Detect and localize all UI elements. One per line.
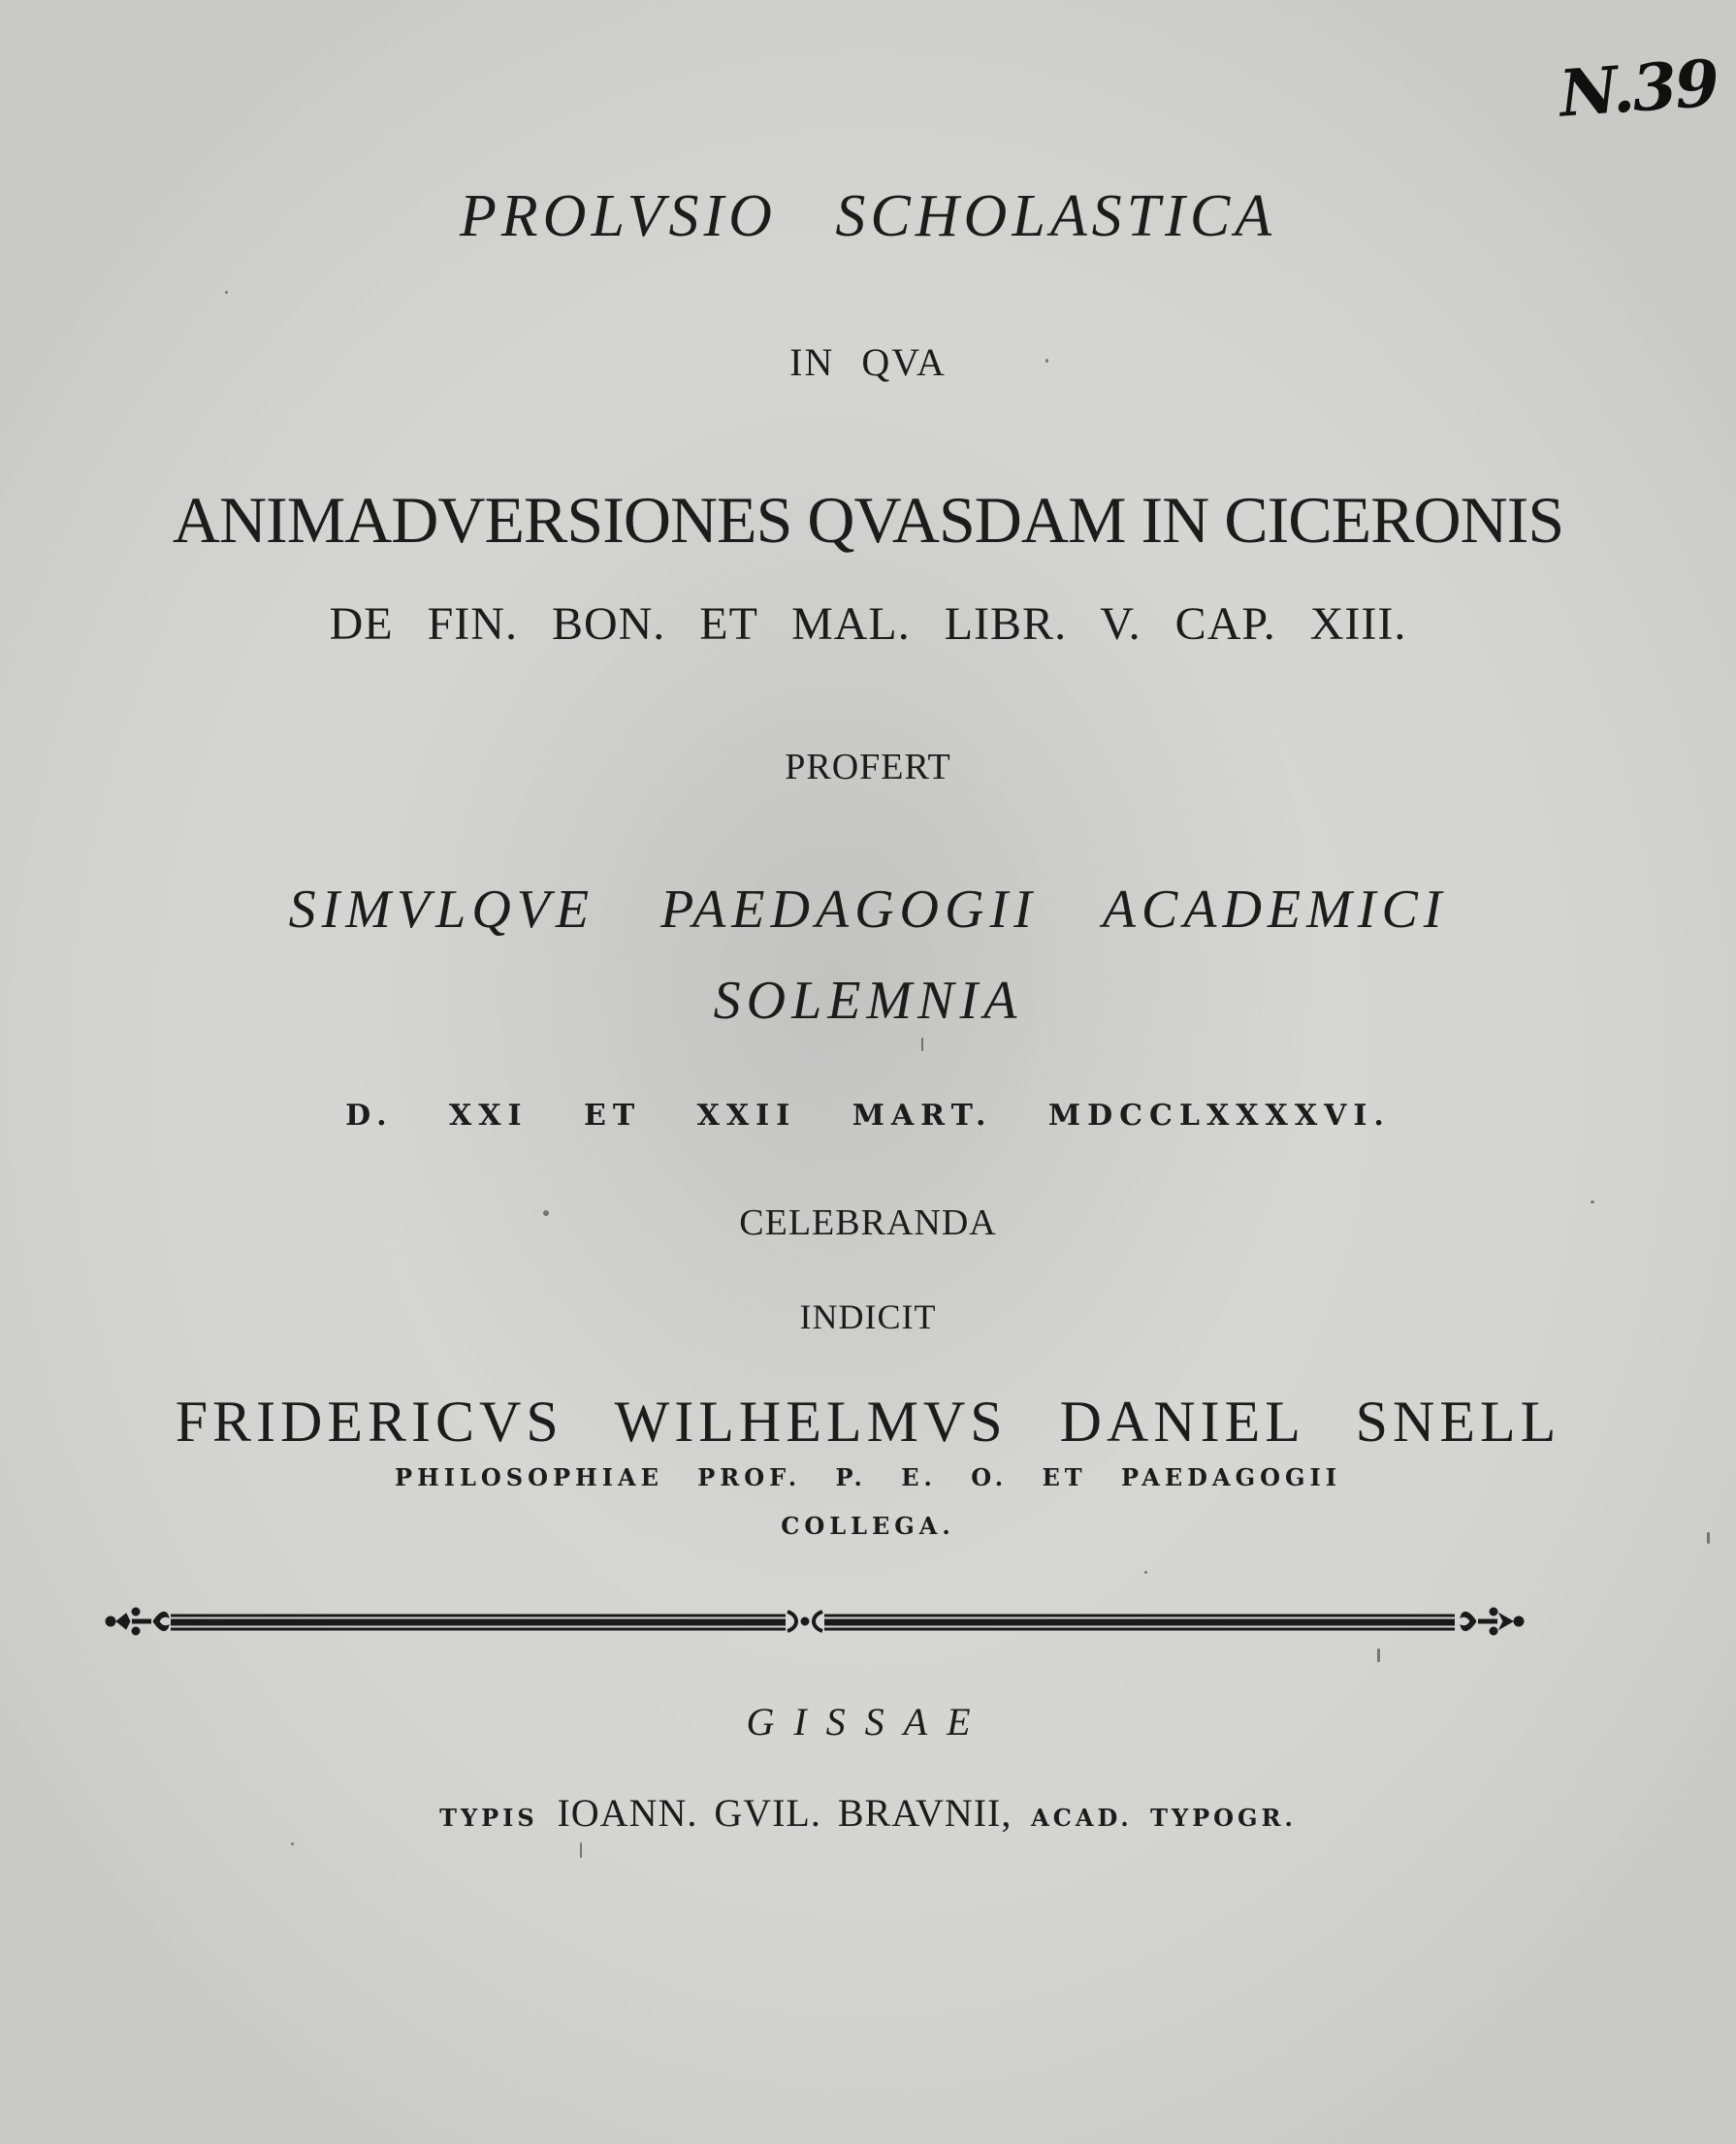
paper-speck — [291, 1842, 294, 1845]
center-knot-icon — [788, 1612, 822, 1631]
fleuron-right-icon — [1461, 1608, 1524, 1635]
subject-heading: ANIMADVERSIONES QVASDAM IN CICERONIS — [172, 483, 1564, 557]
printer-prefix: TYPIS — [439, 1804, 538, 1832]
celebranda-phrase: CELEBRANDA — [739, 1202, 997, 1243]
solemnia-heading: SOLEMNIA — [713, 971, 1023, 1031]
indicit-phrase: INDICIT — [799, 1297, 937, 1336]
author-name: FRIDERICVS WILHELMVS DANIEL SNELL — [175, 1390, 1561, 1454]
paper-speck — [580, 1842, 582, 1858]
paper-speck — [1591, 1200, 1594, 1203]
imprint-printer — [0, 1791, 1736, 1835]
fleuron-left-icon — [106, 1608, 169, 1635]
paper-speck — [1045, 359, 1048, 363]
author-title: PHILOSOPHIAE PROF. P. E. O. ET PAEDAGOGII — [395, 1463, 1341, 1491]
occasion-heading: SIMVLQVE PAEDAGOGII ACADEMICI — [288, 880, 1448, 940]
author-title-continued: COLLEGA. — [781, 1512, 955, 1540]
paper-speck — [1144, 1571, 1147, 1574]
paper-speck — [225, 291, 228, 294]
work-reference: DE FIN. BON. ET MAL. LIBR. V. CAP. XIII. — [329, 598, 1407, 650]
date-line: D. XXI ET XXII MART. MDCCLXXXXVI. — [345, 1099, 1391, 1133]
paper-speck — [543, 1210, 549, 1216]
imprint-place: GISSAE — [746, 1700, 990, 1744]
handwritten-shelfmark: N.39 — [1557, 45, 1720, 132]
page-title: PROLVSIO SCHOLASTICA — [459, 183, 1277, 249]
profert-phrase: PROFERT — [785, 747, 951, 787]
ornamental-rule — [97, 1596, 1532, 1647]
paper-speck — [1707, 1532, 1710, 1544]
in-qua-phrase: IN QVA — [789, 340, 947, 384]
printer-name: IOANN. GVIL. BRAVNII, — [557, 1791, 1013, 1835]
paper-speck — [921, 1038, 923, 1051]
paper-speck — [1377, 1648, 1380, 1662]
printer-suffix: ACAD. TYPOGR. — [1031, 1804, 1297, 1832]
